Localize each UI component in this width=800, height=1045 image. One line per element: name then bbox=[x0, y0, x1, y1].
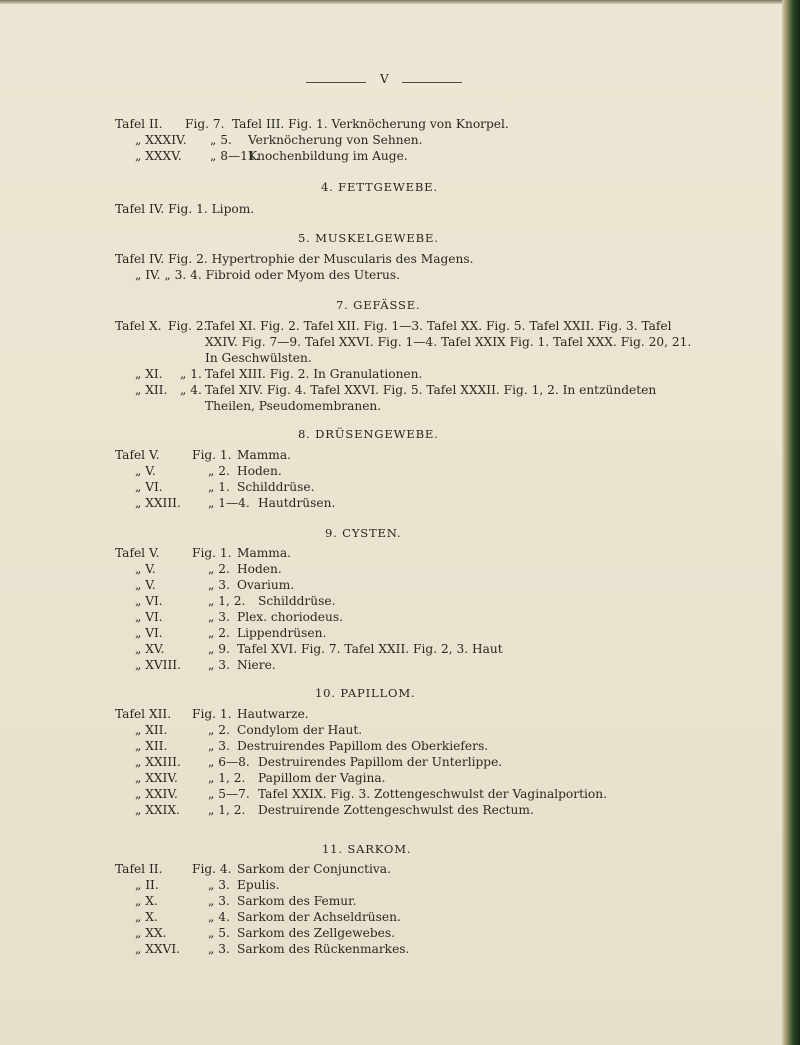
entry-text: Destruirende Zottengeschwulst des Rectum. bbox=[258, 803, 534, 817]
entry-ref: „ XXXV. bbox=[135, 149, 182, 163]
entry-text: Tafel XXIX. Fig. 3. Zottengeschwulst der Vaginalportion. bbox=[258, 787, 607, 801]
entry-text: Sarkom der Conjunctiva. bbox=[237, 862, 391, 876]
entry-text: Tafel XI. Fig. 2. Tafel XII. Fig. 1—3. Tafel XX. Fig. 5. Tafel XXII. Fig. 3. Tafel bbox=[205, 319, 672, 333]
entry-ref: „ XVIII. bbox=[135, 658, 181, 672]
section-heading-cysten: 9. CYSTEN. bbox=[325, 526, 402, 540]
section-heading-fettgewebe: 4. FETTGEWEBE. bbox=[321, 180, 438, 194]
entry-text: Verknöcherung von Sehnen. bbox=[248, 133, 423, 147]
entry-text: Ovarium. bbox=[237, 578, 295, 592]
entry-fig: „ 1. bbox=[208, 480, 230, 494]
entry-text: Hoden. bbox=[237, 562, 282, 576]
entry-fig: Fig. 7. bbox=[185, 117, 225, 131]
entry-line: „ IV. „ 3. 4. Fibroid oder Myom des Uterus. bbox=[135, 268, 401, 282]
section-heading-muskelgewebe: 5. MUSKELGEWEBE. bbox=[298, 231, 439, 245]
entry-ref: „ XXIV. bbox=[135, 787, 178, 801]
entry-ref: Tafel V. bbox=[115, 448, 160, 462]
entry-fig: Fig. 2. bbox=[168, 319, 208, 333]
page-binding-edge bbox=[782, 0, 800, 1045]
entry-ref: „ VI. bbox=[135, 480, 163, 494]
entry-text: Sarkom des Rückenmarkes. bbox=[237, 942, 410, 956]
entry-text: Epulis. bbox=[237, 878, 280, 892]
entry-text: Sarkom des Femur. bbox=[237, 894, 357, 908]
entry-text: Sarkom des Zellgewebes. bbox=[237, 926, 396, 940]
entry-text: Plex. choriodeus. bbox=[237, 610, 343, 624]
entry-fig: „ 3. bbox=[208, 878, 230, 892]
entry-ref: „ XXIII. bbox=[135, 755, 181, 769]
entry-ref: „ VI. bbox=[135, 626, 163, 640]
entry-text: Mamma. bbox=[237, 448, 291, 462]
section-heading-sarkom: 11. SARKOM. bbox=[322, 842, 412, 856]
entry-fig: „ 2. bbox=[208, 562, 230, 576]
entry-text: In Geschwülsten. bbox=[205, 351, 312, 365]
entry-ref: „ XII. bbox=[135, 739, 168, 753]
entry-text: Theilen, Pseudomembranen. bbox=[205, 399, 382, 413]
entry-fig: „ 1, 2. bbox=[208, 803, 246, 817]
entry-fig: Fig. 1. bbox=[192, 448, 232, 462]
entry-ref: „ V. bbox=[135, 578, 156, 592]
header-rule-left bbox=[306, 82, 366, 83]
entry-fig: „ 5. bbox=[210, 133, 232, 147]
section-heading-papillom: 10. PAPILLOM. bbox=[315, 686, 416, 700]
entry-fig: „ 3. bbox=[208, 942, 230, 956]
entry-text: Tafel XIII. Fig. 2. In Granulationen. bbox=[205, 367, 423, 381]
entry-ref: „ XV. bbox=[135, 642, 165, 656]
entry-ref: „ XXIII. bbox=[135, 496, 181, 510]
entry-text: Destruirendes Papillom des Oberkiefers. bbox=[237, 739, 489, 753]
entry-fig: „ 6—8. bbox=[208, 755, 250, 769]
entry-fig: „ 9. bbox=[208, 642, 230, 656]
entry-text: Schilddrüse. bbox=[258, 594, 336, 608]
entry-fig: „ 4. bbox=[180, 383, 202, 397]
entry-text: Niere. bbox=[237, 658, 276, 672]
entry-ref: „ X. bbox=[135, 910, 158, 924]
entry-ref: „ II. bbox=[135, 878, 159, 892]
entry-fig: „ 5. bbox=[208, 926, 230, 940]
entry-fig: „ 2. bbox=[208, 723, 230, 737]
entry-text: Hoden. bbox=[237, 464, 282, 478]
section-heading-gefaesse: 7. GEFÄSSE. bbox=[336, 298, 421, 312]
entry-ref: „ V. bbox=[135, 464, 156, 478]
entry-ref: „ XXVI. bbox=[135, 942, 181, 956]
entry-ref: „ VI. bbox=[135, 594, 163, 608]
entry-text: Knochenbildung im Auge. bbox=[248, 149, 408, 163]
entry-text: Papillom der Vagina. bbox=[258, 771, 386, 785]
entry-line: Tafel IV. Fig. 2. Hypertrophie der Muscularis des Magens. bbox=[115, 252, 474, 266]
entry-text: Tafel XVI. Fig. 7. Tafel XXII. Fig. 2, 3. Haut bbox=[237, 642, 503, 656]
entry-ref: „ XII. bbox=[135, 383, 168, 397]
entry-fig: „ 5—7. bbox=[208, 787, 250, 801]
page-header bbox=[0, 72, 782, 92]
entry-ref: Tafel X. bbox=[115, 319, 162, 333]
entry-fig: „ 3. bbox=[208, 658, 230, 672]
entry-ref: „ XXXIV. bbox=[135, 133, 187, 147]
header-rule-right bbox=[402, 82, 462, 83]
entry-fig: „ 1, 2. bbox=[208, 594, 246, 608]
entry-ref: „ XI. bbox=[135, 367, 163, 381]
entry-fig: „ 3. bbox=[208, 739, 230, 753]
entry-ref: Tafel V. bbox=[115, 546, 160, 560]
entry-fig: „ 3. bbox=[208, 894, 230, 908]
entry-text: Condylom der Haut. bbox=[237, 723, 363, 737]
entry-fig: „ 3. bbox=[208, 610, 230, 624]
entry-fig: „ 3. bbox=[208, 578, 230, 592]
entry-fig: Fig. 4. bbox=[192, 862, 232, 876]
entry-text: Hautdrüsen. bbox=[258, 496, 336, 510]
section-heading-druesengewebe: 8. DRÜSENGEWEBE. bbox=[298, 427, 439, 441]
entry-fig: „ 1. bbox=[180, 367, 202, 381]
entry-fig: „ 1—4. bbox=[208, 496, 250, 510]
entry-text: Sarkom der Achseldrüsen. bbox=[237, 910, 401, 924]
page-number: V bbox=[380, 72, 390, 86]
entry-ref: Tafel XII. bbox=[115, 707, 172, 721]
entry-fig: „ 2. bbox=[208, 464, 230, 478]
page-top-edge bbox=[0, 0, 782, 4]
entry-ref: „ X. bbox=[135, 894, 158, 908]
entry-text: Tafel XIV. Fig. 4. Tafel XXVI. Fig. 5. Tafel XXXII. Fig. 1, 2. In entzündeten bbox=[205, 383, 657, 397]
entry-ref: „ V. bbox=[135, 562, 156, 576]
entry-fig: Fig. 1. bbox=[192, 707, 232, 721]
entry-ref: „ XII. bbox=[135, 723, 168, 737]
entry-ref: „ XX. bbox=[135, 926, 167, 940]
entry-text: Hautwarze. bbox=[237, 707, 309, 721]
entry-ref: Tafel II. bbox=[115, 117, 163, 131]
entry-fig: „ 4. bbox=[208, 910, 230, 924]
entry-text: Mamma. bbox=[237, 546, 291, 560]
entry-text: Destruirendes Papillom der Unterlippe. bbox=[258, 755, 503, 769]
entry-text: Lippendrüsen. bbox=[237, 626, 327, 640]
entry-text: Schilddrüse. bbox=[237, 480, 315, 494]
entry-line: Tafel IV. Fig. 1. Lipom. bbox=[115, 202, 255, 216]
entry-ref: „ XXIX. bbox=[135, 803, 180, 817]
entry-text: XXIV. Fig. 7—9. Tafel XXVI. Fig. 1—4. Tafel XXIX Fig. 1. Tafel XXX. Fig. 20, 21. bbox=[205, 335, 692, 349]
entry-ref: „ VI. bbox=[135, 610, 163, 624]
entry-ref: Tafel II. bbox=[115, 862, 163, 876]
entry-fig: „ 8—11. bbox=[210, 149, 260, 163]
entry-fig: „ 2. bbox=[208, 626, 230, 640]
entry-fig: Fig. 1. bbox=[192, 546, 232, 560]
entry-ref: „ XXIV. bbox=[135, 771, 178, 785]
entry-text: Tafel III. Fig. 1. Verknöcherung von Knorpel. bbox=[232, 117, 509, 131]
entry-fig: „ 1, 2. bbox=[208, 771, 246, 785]
